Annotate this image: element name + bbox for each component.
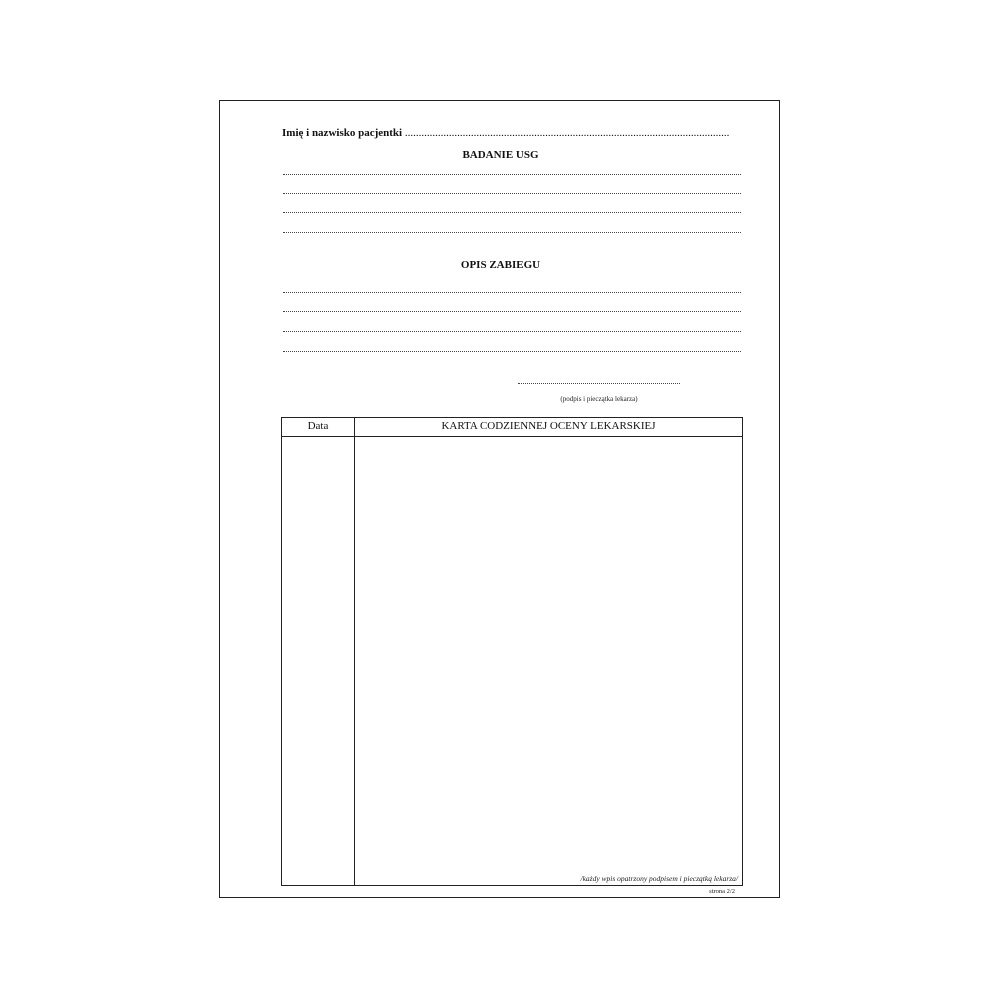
- procedure-line-4[interactable]: [283, 351, 741, 352]
- header-divider: [282, 436, 742, 437]
- signature-caption: (podpis i pieczątka lekarza): [560, 395, 638, 403]
- usg-line-2[interactable]: [283, 193, 741, 194]
- usg-line-3[interactable]: [283, 212, 741, 213]
- procedure-section-title: OPIS ZABIEGU: [460, 259, 541, 271]
- column-header-assessment: KARTA CODZIENNEJ OCENY LEKARSKIEJ: [441, 420, 656, 432]
- procedure-line-1[interactable]: [283, 292, 741, 293]
- procedure-line-2[interactable]: [283, 311, 741, 312]
- signature-requirement-note: /każdy wpis opatrzony podpisem i pieczątką lekarza/: [580, 874, 738, 883]
- daily-assessment-table: [281, 417, 743, 886]
- signature-line[interactable]: [518, 383, 680, 384]
- usg-line-1[interactable]: [283, 174, 741, 175]
- page-number: strona 2/2: [709, 888, 735, 895]
- usg-line-4[interactable]: [283, 232, 741, 233]
- patient-name-row: [282, 127, 742, 139]
- column-divider: [354, 418, 355, 885]
- column-header-date: Data: [307, 420, 329, 432]
- patient-name-field[interactable]: ......................................................................................................................: [404, 127, 730, 139]
- procedure-line-3[interactable]: [283, 331, 741, 332]
- usg-section-title: BADANIE USG: [462, 149, 539, 161]
- form-page: [219, 100, 780, 898]
- patient-name-label: Imię i nazwisko pacjentki: [282, 127, 403, 139]
